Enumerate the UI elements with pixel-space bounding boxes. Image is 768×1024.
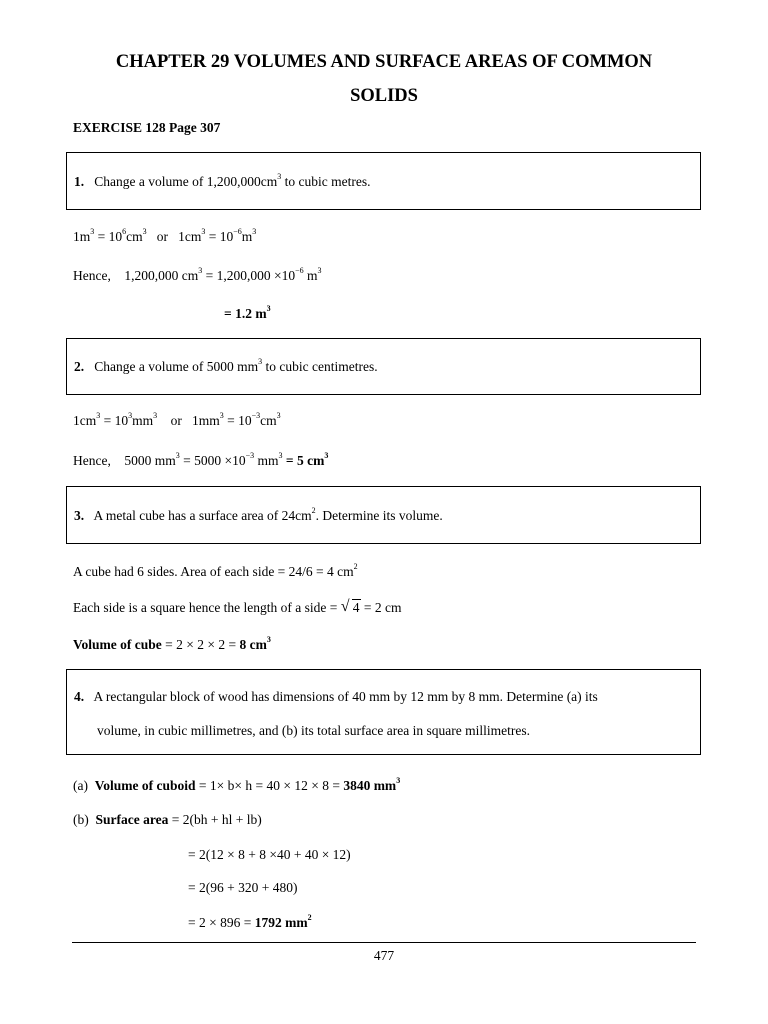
q1-answer: = 1.2 $m^3$ xyxy=(224,304,271,321)
exercise-heading: EXERCISE 128 Page 307 xyxy=(73,120,221,135)
question-3-box xyxy=(66,486,701,544)
q4-part-b: (b) Surface area = 2(bh + hl + lb) xyxy=(73,812,262,827)
question-2-box xyxy=(66,338,701,395)
square-root-symbol: √ 4 xyxy=(341,600,361,616)
chapter-title-line1: CHAPTER 29 VOLUMES AND SURFACE AREAS OF COMMON xyxy=(115,52,653,72)
q4-part-a: (a) Volume of cuboid = 1× b× h = 40 × 12 × 8 = 3840 $mm^3$ xyxy=(73,776,401,793)
q3-solution-line3: Volume of cube = 2 × 2 × 2 = 8 $cm^3$ xyxy=(73,635,271,652)
question-4-text-line1: 4. A rectangular block of wood has dimensions of 40 mm by 12 mm by 8 mm. Determine (a) its xyxy=(74,689,598,704)
q2-answer: = 5 $cm^3$ xyxy=(282,451,329,468)
footer-divider xyxy=(72,942,696,943)
question-1-text: 1. Change a volume of $1,200,000cm^3$ to cubic metres. xyxy=(74,172,371,189)
question-4-text-line2: volume, in cubic millimetres, and (b) its total surface area in square millimetres. xyxy=(97,723,530,738)
q4-step-1: = 2(12 × 8 + 8 ×40 + 40 × 12) xyxy=(188,847,351,862)
q3-solution-line2: Each side is a square hence the length of a side = √ 4 = 2 cm xyxy=(73,600,402,616)
q4-step-2: = 2(96 + 320 + 480) xyxy=(188,880,298,895)
q1-solution-line2: Hence, 1,200,000 $cm^3 = 1,200,000 \times 10^{-6}$ $m^3$ xyxy=(73,266,322,283)
question-3-text: 3. A metal cube has a surface area of $24cm^2$. Determine its volume. xyxy=(74,506,443,523)
q3-solution-line1: A cube had 6 sides. Area of each side = 24/6 = 4 $cm^2$ xyxy=(73,562,358,579)
chapter-title-line2: SOLIDS xyxy=(350,86,418,106)
q1-solution-line1: $1m^3 = 10^6cm^3$ or $1cm^3 = 10^{-6}m^3$ xyxy=(73,227,257,244)
question-1-box xyxy=(66,152,701,210)
q4-final-answer: 1792 $mm^2$ xyxy=(254,913,312,930)
q4-part-a-answer: 3840 $mm^3$ xyxy=(343,776,401,793)
question-4-box xyxy=(66,669,701,755)
q2-solution-line2: Hence, 5000 $mm^3 = 5000 \times 10^{-3}$ $mm^3 = 5$ $cm^3$ xyxy=(73,451,329,468)
page-number: 477 xyxy=(373,948,395,963)
q4-final: = 2 × 896 = 1792 $mm^2$ xyxy=(188,913,312,930)
q3-answer: 8 $cm^3$ xyxy=(239,635,271,652)
q2-solution-line1: $1cm^3 = 10^3mm^3$ or $1mm^3 = 10^{-3}cm^3$ xyxy=(73,411,281,428)
question-2-text: 2. Change a volume of 5000 $mm^3$ to cubic centimetres. xyxy=(74,357,378,374)
